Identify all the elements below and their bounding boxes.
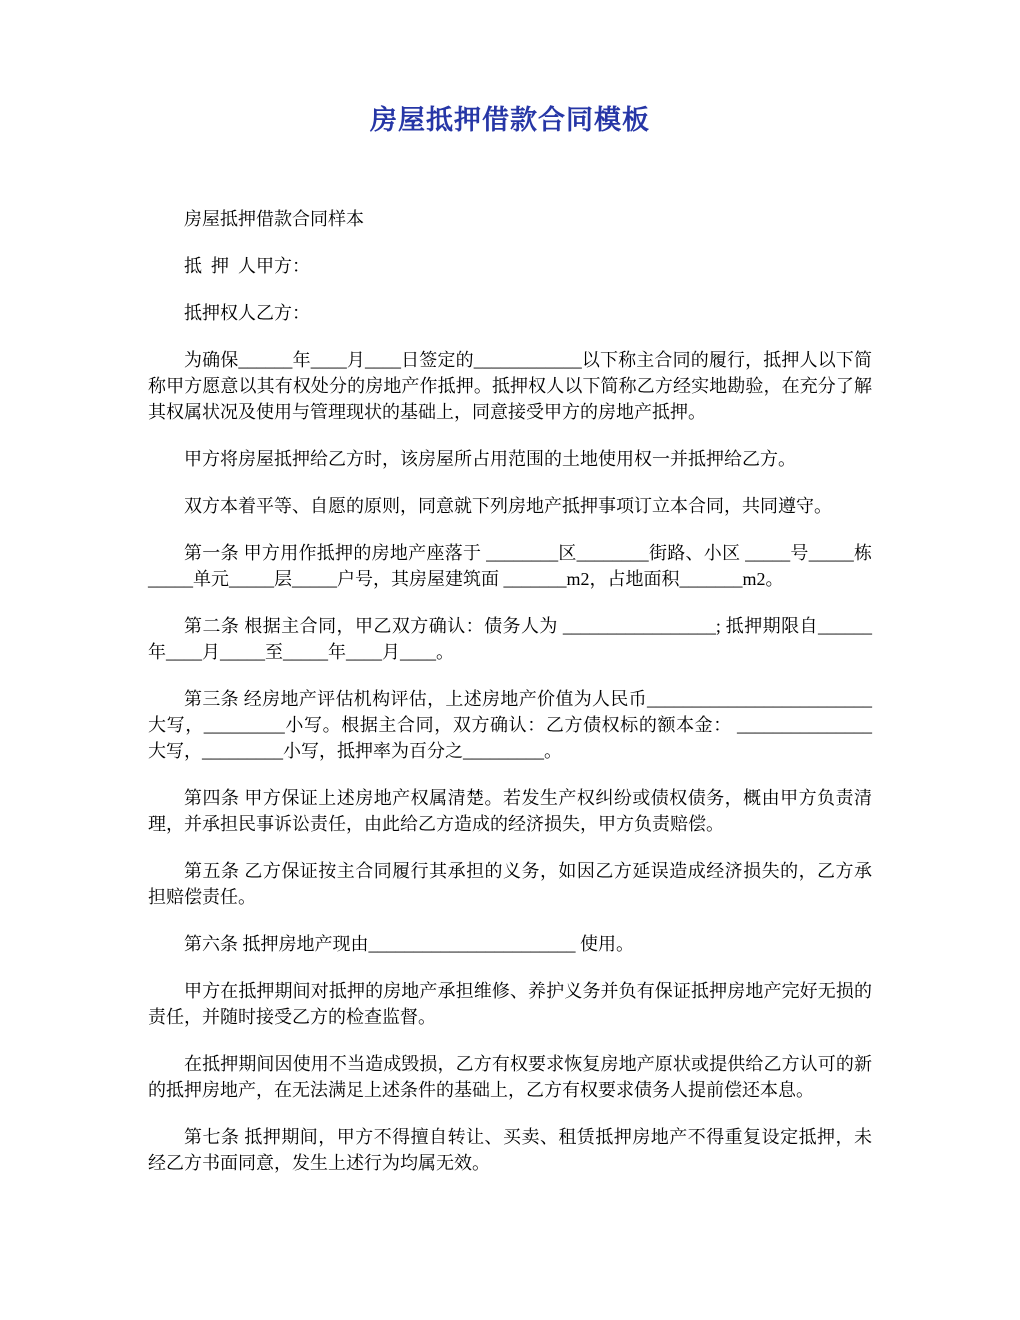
paragraph-7: 第一条 甲方用作抵押的房地产座落于 ________区________街路、小区 _____号_____栋_____单元_____层_____户号，其房屋建筑面 _______m2，占地面积_______m2。 [148, 543, 872, 589]
paragraph-11: 第五条 乙方保证按主合同履行其承担的义务，如因乙方延误造成经济损失的，乙方承担赔偿责任。 [148, 861, 872, 907]
paragraph-15: 第七条 抵押期间，甲方不得擅自转让、买卖、租赁抵押房地产不得重复设定抵押，未经乙方书面同意，发生上述行为均属无效。 [148, 1127, 872, 1173]
paragraph-5: 甲方将房屋抵押给乙方时，该房屋所占用范围的土地使用权一并抵押给乙方。 [184, 449, 796, 469]
paragraph-9: 第三条 经房地产评估机构评估，上述房地产价值为人民币_________________________ 大写，_________小写。根据主合同，双方确认：乙方债权标的额本金： _______________大写，_________小写，抵押率为百分之_________。 [148, 689, 872, 761]
paragraph-1: 房屋抵押借款合同样本 [184, 209, 364, 229]
paragraph-13: 甲方在抵押期间对抵押的房地产承担维修、养护义务并负有保证抵押房地产完好无损的责任，并随时接受乙方的检查监督。 [148, 981, 872, 1027]
document-title: 房屋抵押借款合同模板 [370, 105, 650, 135]
contract-body [148, 206, 872, 1176]
paragraph-2: 抵 押 人甲方： [184, 256, 310, 276]
paragraph-8: 第二条 根据主合同，甲乙双方确认：债务人为 _________________; 抵押期限自______年____月_____至_____年____月____。 [148, 616, 872, 662]
paragraph-10: 第四条 甲方保证上述房地产权属清楚。若发生产权纠纷或债权债务，概由甲方负责清理，并承担民事诉讼责任，由此给乙方造成的经济损失，甲方负责赔偿。 [148, 788, 872, 834]
paragraph-14: 在抵押期间因使用不当造成毁损，乙方有权要求恢复房地产原状或提供给乙方认可的新的抵押房地产，在无法满足上述条件的基础上，乙方有权要求债务人提前偿还本息。 [148, 1054, 872, 1100]
paragraph-3: 抵押权人乙方： [184, 303, 310, 323]
paragraph-6: 双方本着平等、自愿的原则，同意就下列房地产抵押事项订立本合同，共同遵守。 [184, 496, 832, 516]
paragraph-4: 为确保______年____月____日签定的____________以下称主合同的履行，抵押人以下简称甲方愿意以其有权处分的房地产作抵押。抵押权人以下简称乙方经实地勘验，在充分了解其权属状况及使用与管理现状的基础上，同意接受甲方的房地产抵押。 [148, 350, 872, 422]
paragraph-12: 第六条 抵押房地产现由_______________________ 使用。 [184, 934, 634, 954]
